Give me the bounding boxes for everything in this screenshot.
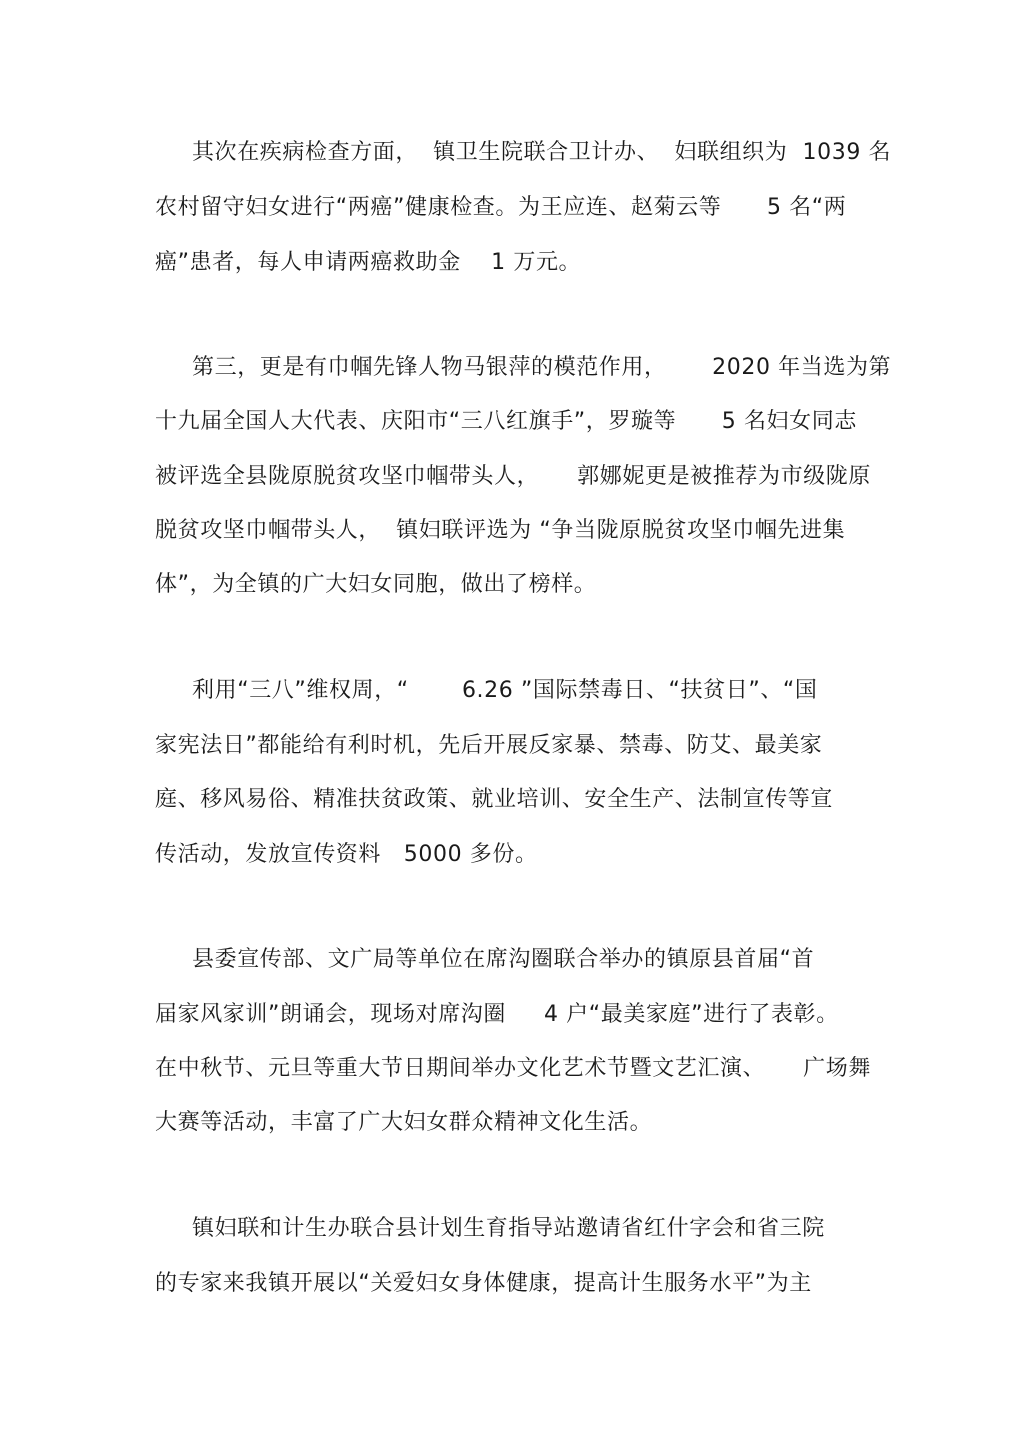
paragraph-line: 大赛等活动，丰富了广大妇女群众精神文化生活。 [155,1110,653,1135]
paragraph-line: 脱贫攻坚巾帼带头人， 镇妇联评选为 “争当陇原脱贫攻坚巾帼先进集 [155,518,846,543]
paragraph-line: 农村留守妇女进行“两癌”健康检查。为王应连、赵菊云等 5 名“两 [155,195,847,220]
paragraph-line: 庭、移风易俗、精准扶贫政策、就业培训、安全生产、法制宣传等宣 [155,787,834,812]
paragraph-line: 利用“三八”维权周，“ 6.26 ”国际禁毒日、“扶贫日”、“国 [192,678,818,703]
paragraph-line: 在中秋节、元旦等重大节日期间举办文化艺术节暨文艺汇演、 广场舞 [155,1056,871,1081]
paragraph-line: 第三，更是有巾帼先锋人物马银萍的模范作用， 2020 年当选为第 [192,355,892,380]
paragraph-line: 家宪法日”都能给有利时机，先后开展反家暴、禁毒、防艾、最美家 [155,733,823,758]
paragraph-line: 届家风家训”朗诵会，现场对席沟圈 4 户“最美家庭”进行了表彰。 [155,1002,839,1027]
paragraph-line: 癌”患者，每人申请两癌救助金 1 万元。 [155,250,582,275]
paragraph-line: 传活动，发放宣传资料 5000 多份。 [155,842,538,867]
paragraph-line: 的专家来我镇开展以“关爱妇女身体健康，提高计生服务水平”为主 [155,1271,812,1296]
paragraph-line: 被评选全县陇原脱贫攻坚巾帼带头人， 郭娜妮更是被推荐为市级陇原 [155,464,871,489]
paragraph-line: 其次在疾病检查方面， 镇卫生院联合卫计办、 妇联组织为 1039 名 [192,140,892,165]
paragraph-line: 县委宣传部、文广局等单位在席沟圈联合举办的镇原县首届“首 [192,947,815,972]
paragraph-line: 十九届全国人大代表、庆阳市“三八红旗手”，罗璇等 5 名妇女同志 [155,409,857,434]
paragraph-line: 体”，为全镇的广大妇女同胞，做出了榜样。 [155,572,597,597]
paragraph-line: 镇妇联和计生办联合县计划生育指导站邀请省红什字会和省三院 [192,1216,825,1241]
